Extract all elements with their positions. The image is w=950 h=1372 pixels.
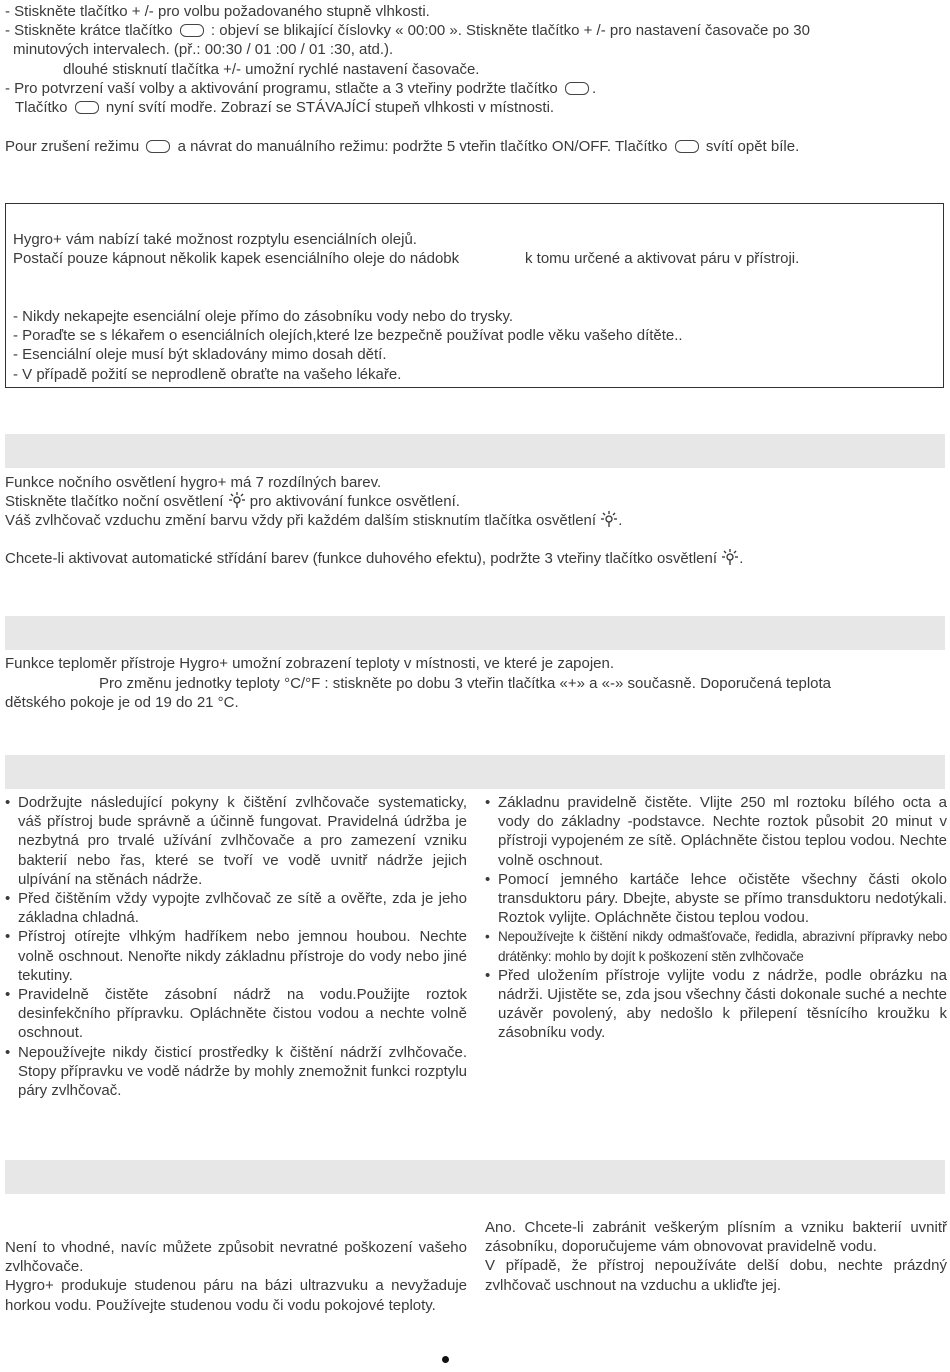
list-item: • Přístroj otírejte vlhkým hadříkem nebo jemnou houbou. Nechte volně oschnout. Nenořte nikdy základnu přístroje do vody nebo jiné tekutiny.: [5, 927, 467, 985]
intro-line-7-end: svítí opět bíle.: [705, 138, 800, 155]
intro-line-4: dlouhé stisknutí tlačítka +/- umožní rychlé nastavení časovače.: [63, 61, 480, 78]
list-item: • Základnu pravidelně čistěte. Vlijte 250 ml roztoku bílého octa a vody do základny -podstavce. Nechte roztok působit 20 minut v přístroji vypojeném ze sítě. Opláchněte čistou teplou vodou. Nechte volně oschnout.: [485, 793, 947, 870]
section-header-bar: [5, 1160, 945, 1194]
cleaning-right-column: [485, 793, 947, 1043]
faq-answer: V případě, že přístroj nepoužíváte delší dobu, nechte prázdný zvlhčovač uschnout na vzduchu a ukliďte jej.: [485, 1257, 947, 1294]
thermo-line-1: Funkce teploměr přístroje Hygro+ umožní zobrazení teploty v místnosti, ve které je zapojen.: [5, 655, 615, 672]
oils-line-2-end: k tomu určené a aktivovat páru v přístroji.: [525, 250, 800, 267]
intro-line-2: [5, 21, 810, 40]
faq-answer: Hygro+ produkuje studenou páru na bázi ultrazvuku a nevyžaduje horkou vodu. Používejte studenou vodu či vodu pokojové teploty.: [5, 1277, 467, 1314]
light-line-2: [5, 492, 460, 511]
list-item: • Pravidelně čistěte zásobní nádrž na vodu.Použijte roztok desinfekčního přípravku. Opláchněte čistou vodou a nechte volně oschnout.: [5, 985, 467, 1043]
timer-button-icon: [180, 24, 204, 37]
light-line-4-end: .: [739, 550, 744, 567]
section-header-bar: [5, 616, 945, 650]
light-line-3-start: Váš zvlhčovač vzduchu změní barvu vždy při každém dalším stisknutím tlačítka osvětlení: [5, 512, 597, 529]
timer-button-icon: [146, 140, 170, 153]
faq-answer: Ano. Chcete-li zabránit veškerým plísním a vzniku bakterií uvnitř zásobníku, doporučujeme vám obnovovat pravidelně vodu.: [485, 1219, 947, 1256]
oils-warning-2: - Poraďte se s lékařem o esenciálních olejích,které lze bezpečně používat podle věku vašeho dítěte..: [13, 327, 683, 344]
light-line-3: [5, 511, 622, 530]
timer-button-icon: [75, 101, 99, 114]
night-light-icon: [228, 492, 246, 508]
intro-line-7: [5, 137, 799, 156]
intro-line-6-start: Tlačítko: [15, 99, 68, 116]
oils-warning-4: - V případě požití se neprodleně obraťte na vašeho lékaře.: [13, 366, 402, 383]
night-light-icon: [600, 511, 618, 527]
intro-line-2-end: : objeví se blikající číslovky « 00:00 ». Stiskněte tlačítko + /- pro nastavení časovače po 30: [210, 22, 810, 39]
section-header-bar: [5, 755, 945, 789]
oils-line-2-start: Postačí pouze kápnout několik kapek esenciálního oleje do nádobk: [13, 250, 460, 267]
faq-left-column: [5, 1238, 467, 1315]
thermo-line-3: dětského pokoje je od 19 do 21 °C.: [5, 694, 239, 711]
light-line-4: [5, 549, 743, 568]
intro-line-1: - Stiskněte tlačítko + /- pro volbu požadovaného stupně vlhkosti.: [5, 3, 430, 20]
list-item: • Před čištěním vždy vypojte zvlhčovač ze sítě a ověřte, zda je jeho základna chladná.: [5, 889, 467, 927]
section-header-bar: [5, 434, 945, 468]
intro-line-6-end: nyní svítí modře. Zobrazí se STÁVAJÍCÍ stupeň vlhkosti v místnosti.: [105, 99, 555, 116]
intro-line-2-start: - Stiskněte krátce tlačítko: [5, 22, 173, 39]
oils-line-1: Hygro+ vám nabízí také možnost rozptylu esenciálních olejů.: [13, 231, 417, 248]
faq-answer: Není to vhodné, navíc můžete způsobit nevratné poškození vašeho zvlhčovače.: [5, 1239, 467, 1276]
light-line-2-end: pro aktivování funkce osvětlení.: [249, 493, 460, 510]
thermo-line-2: Pro změnu jednotky teploty °C/°F : stiskněte po dobu 3 vteřin tlačítka «+» a «-» současně. Doporučená teplota: [99, 675, 831, 692]
list-item: • Nepoužívejte nikdy čisticí prostředky k čištění nádrží zvlhčovače. Stopy přípravku ve vodě nádrže by mohly znemožnit funkci rozptylu páry zvlhčovač.: [5, 1043, 467, 1101]
list-item: • Nepoužívejte k čištění nikdy odmašťovače, ředidla, abrazivní přípravky nebo drátěnky: mohlo by dojít k poškození stěn zvlhčovače: [485, 927, 947, 965]
timer-button-icon: [675, 140, 699, 153]
intro-line-7-start: Pour zrušení režimu: [5, 138, 140, 155]
light-line-2-start: Stiskněte tlačítko noční osvětlení: [5, 493, 224, 510]
light-line-1: Funkce nočního osvětlení hygro+ má 7 rozdílných barev.: [5, 474, 382, 491]
oils-warning-1: - Nikdy nekapejte esenciální oleje přímo do zásobníku vody nebo do trysky.: [13, 308, 513, 325]
intro-line-5: [5, 79, 596, 98]
timer-button-icon: [565, 82, 589, 95]
intro-line-6: [15, 98, 554, 117]
intro-line-7-mid: a návrat do manuálního režimu: podržte 5 vteřin tlačítko ON/OFF. Tlačítko: [177, 138, 668, 155]
oils-line-2: [13, 249, 459, 268]
faq-right-column: [485, 1218, 947, 1295]
light-line-3-end: .: [618, 512, 623, 529]
cleaning-left-column: [5, 793, 467, 1100]
page-dot: [442, 1356, 449, 1363]
list-item: • Před uložením přístroje vylijte vodu z nádrže, podle obrázku na nádrži. Ujistěte se, zda jsou všechny části dokonale suché a nechte uzávěr povolený, aby nedošlo k přilepení těsnícího kroužku k zásobníku vody.: [485, 966, 947, 1043]
night-light-icon: [721, 549, 739, 565]
intro-line-5-start: - Pro potvrzení vaší volby a aktivování programu, stlačte a 3 vteřiny podržte tlačítko: [5, 80, 558, 97]
intro-line-5-end: .: [591, 80, 597, 97]
light-line-4-start: Chcete-li aktivovat automatické střídání barev (funkce duhového efektu), podržte 3 vteřiny tlačítko osvětlení: [5, 550, 718, 567]
list-item: • Dodržujte následující pokyny k čištění zvlhčovače systematicky, váš přístroj bude správně a účinně fungovat. Pravidelná údržba je nezbytná pro trvalé užívání zvlhčovače a pro zamezení vzniku bakterií nebo řas, které se tvoří ve vodě uvnitř nádrže jejich ulpívání na stěnách nádrže.: [5, 793, 467, 889]
intro-line-3: minutových intervalech. (př.: 00:30 / 01 :00 / 01 :30, atd.).: [13, 41, 394, 58]
list-item: • Pomocí jemného kartáče lehce očistěte všechny části okolo transduktoru páry. Dbejte, abyste se přímo transduktoru nedotýkali. Roztok vylijte. Opláchněte čistou teplou vodou.: [485, 870, 947, 928]
oils-warning-3: - Esenciální oleje musí být skladovány mimo dosah dětí.: [13, 346, 387, 363]
